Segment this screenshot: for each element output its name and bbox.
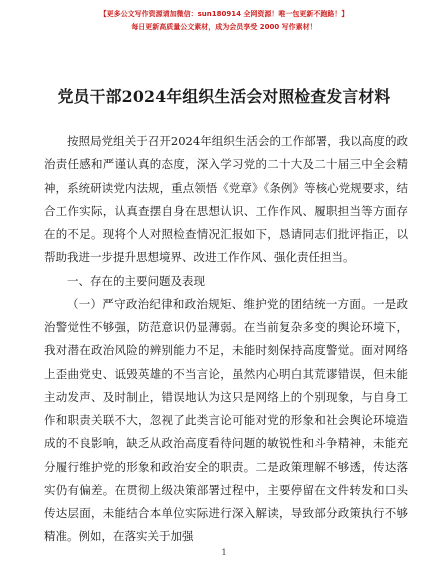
- promo-banner: [0, 8, 448, 34]
- document-title: 党员干部2024年组织生活会对照检查发言材料: [57, 87, 391, 106]
- promo-banner-line-1: 【更多公文写作资源请加微信：sun180914 全网资源！唯一包更新不跑路！】: [99, 10, 349, 18]
- intro-paragraph: 按照局党组关于召开2024年组织生活会的工作部署，我以高度的政治责任感和严谨认真的态度，深入学习党的二十大及二十届三中全会精神，系统研读党内法规，重点领悟《党章》《条例》等核心党规要求，结合工作实际，认真查摆自身在思想认识、工作作风、履职担当等方面存在的不足。现将个人对照检查情况汇报如下，恳请同志们批评指正，以帮助我进一步提升思想境界、改进工作作风、强化责任担当。: [44, 134, 408, 265]
- document-body: [44, 130, 408, 549]
- body-paragraph: （一）严守政治纪律和政治规矩、维护党的团结统一方面。一是政治警觉性不够强，防范意识仍显薄弱。在当前复杂多变的舆论环境下，我对潜在政治风险的辨别能力不足，未能时刻保持高度警觉。面对网络上歪曲党史、诋毁英雄的不当言论，虽然内心明白其荒谬错误，但未能主动发声、及时制止，错误地认为这只是网络上的个别现象，与自身工作和职责关联不大，忽视了此类言论可能对党的形象和社会舆论环境造成的不良影响，缺乏从政治高度看待问题的敏锐性和斗争精神，未能充分履行维护党的形象和政治安全的职责。二是政策理解不够透，传达落实仍有偏差。在贯彻上级决策部署过程中，主要停留在文件转发和口头传达层面，未能结合本单位实际进行深入解读，导致部分政策执行不够精准。例如，在落实关于加强: [44, 296, 408, 544]
- page-number: 1: [221, 548, 227, 557]
- section-heading: 一、存在的主要问题及表现: [67, 273, 205, 288]
- promo-banner-line-2: 每日更新高质量公文素材，成为会员享受 2000 写作素材！: [131, 23, 317, 31]
